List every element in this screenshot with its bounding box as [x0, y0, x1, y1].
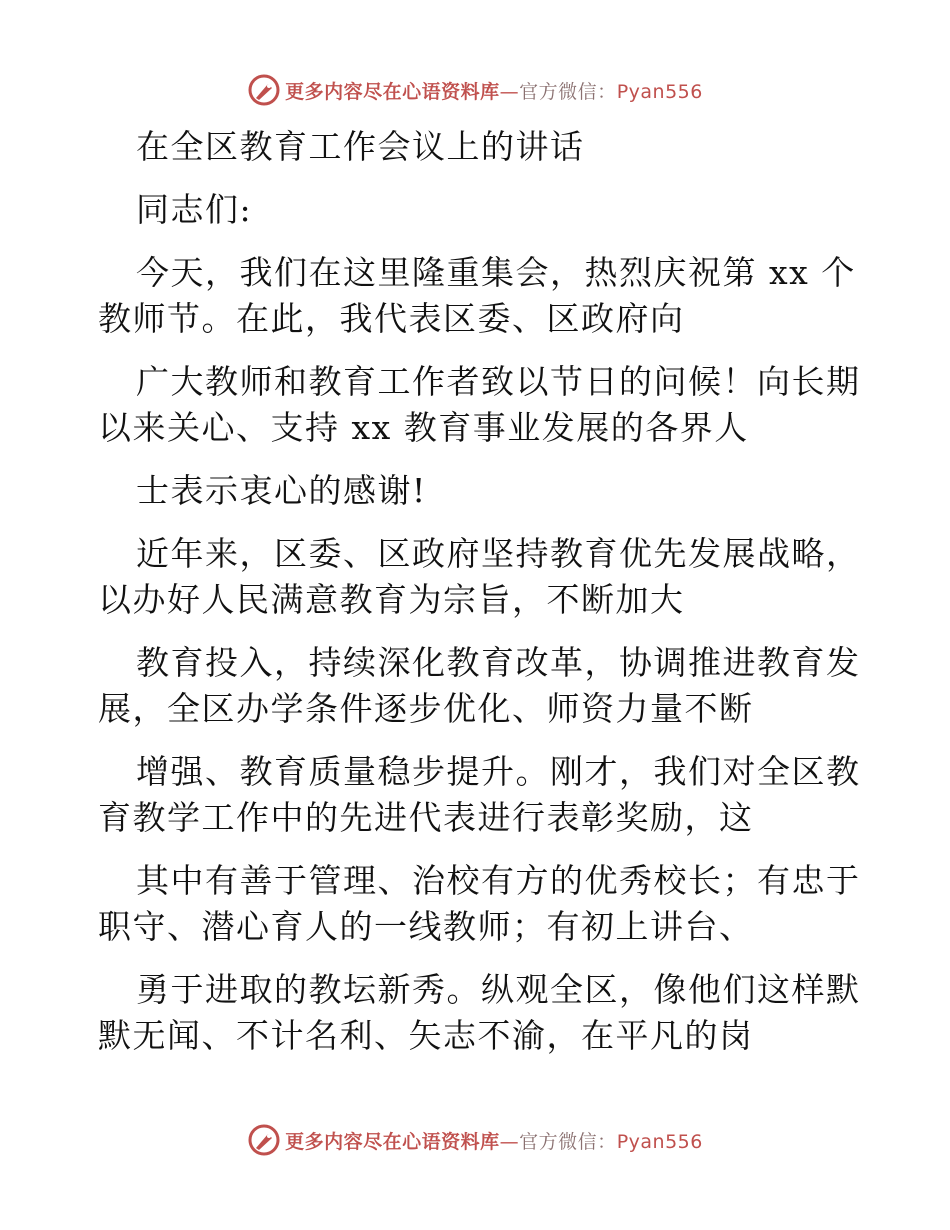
text-line: 近年来，区委、区政府坚持教育优先发展战略，: [136, 534, 861, 573]
header-watermark-banner: [0, 70, 950, 110]
text-line: 广大教师和教育工作者致以节日的问候！向长期: [136, 362, 861, 401]
text-line: 育教学工作中的先进代表进行表彰奖励，这: [98, 798, 754, 837]
document-body: [98, 124, 861, 1059]
document-title: 在全区教育工作会议上的讲话: [136, 127, 585, 166]
banner-highlight: 更多内容尽在心语资料库: [285, 1130, 500, 1153]
footer-watermark-banner: [0, 1120, 950, 1160]
text-line: 教育投入，持续深化教育改革，协调推进教育发: [136, 643, 861, 682]
pen-nib-circle-icon: [247, 73, 281, 107]
banner-handle: Pyan556: [616, 80, 703, 103]
banner-dash: —: [499, 1130, 520, 1153]
text-line: 其中有善于管理、治校有方的优秀校长；有忠于: [136, 861, 861, 900]
salutation: 同志们:: [136, 190, 253, 229]
pen-nib-circle-icon: [247, 1123, 281, 1157]
banner-handle: Pyan556: [616, 1130, 703, 1153]
banner-suffix: 官方微信：: [519, 80, 617, 103]
banner-highlight: 更多内容尽在心语资料库: [285, 80, 500, 103]
text-line: 默无闻、不计名利、矢志不渝，在平凡的岗: [98, 1016, 754, 1055]
text-line: 士表示衷心的感谢!: [136, 471, 427, 510]
text-line: 展，全区办学条件逐步优化、师资力量不断: [98, 689, 754, 728]
text-line: 勇于进取的教坛新秀。纵观全区，像他们这样默: [136, 970, 861, 1009]
text-line: 以办好人民满意教育为宗旨，不断加大: [98, 580, 685, 619]
banner-suffix: 官方微信：: [519, 1130, 617, 1153]
text-line: 教师节。在此，我代表区委、区政府向: [98, 299, 685, 338]
text-line: 职守、潜心育人的一线教师；有初上讲台、: [98, 907, 754, 946]
banner-dash: —: [499, 80, 520, 103]
text-line: 今天，我们在这里隆重集会，热烈庆祝第 xx 个: [136, 253, 856, 292]
text-line: 以来关心、支持 xx 教育事业发展的各界人: [98, 408, 749, 447]
text-line: 增强、教育质量稳步提升。刚才，我们对全区教: [136, 752, 861, 791]
